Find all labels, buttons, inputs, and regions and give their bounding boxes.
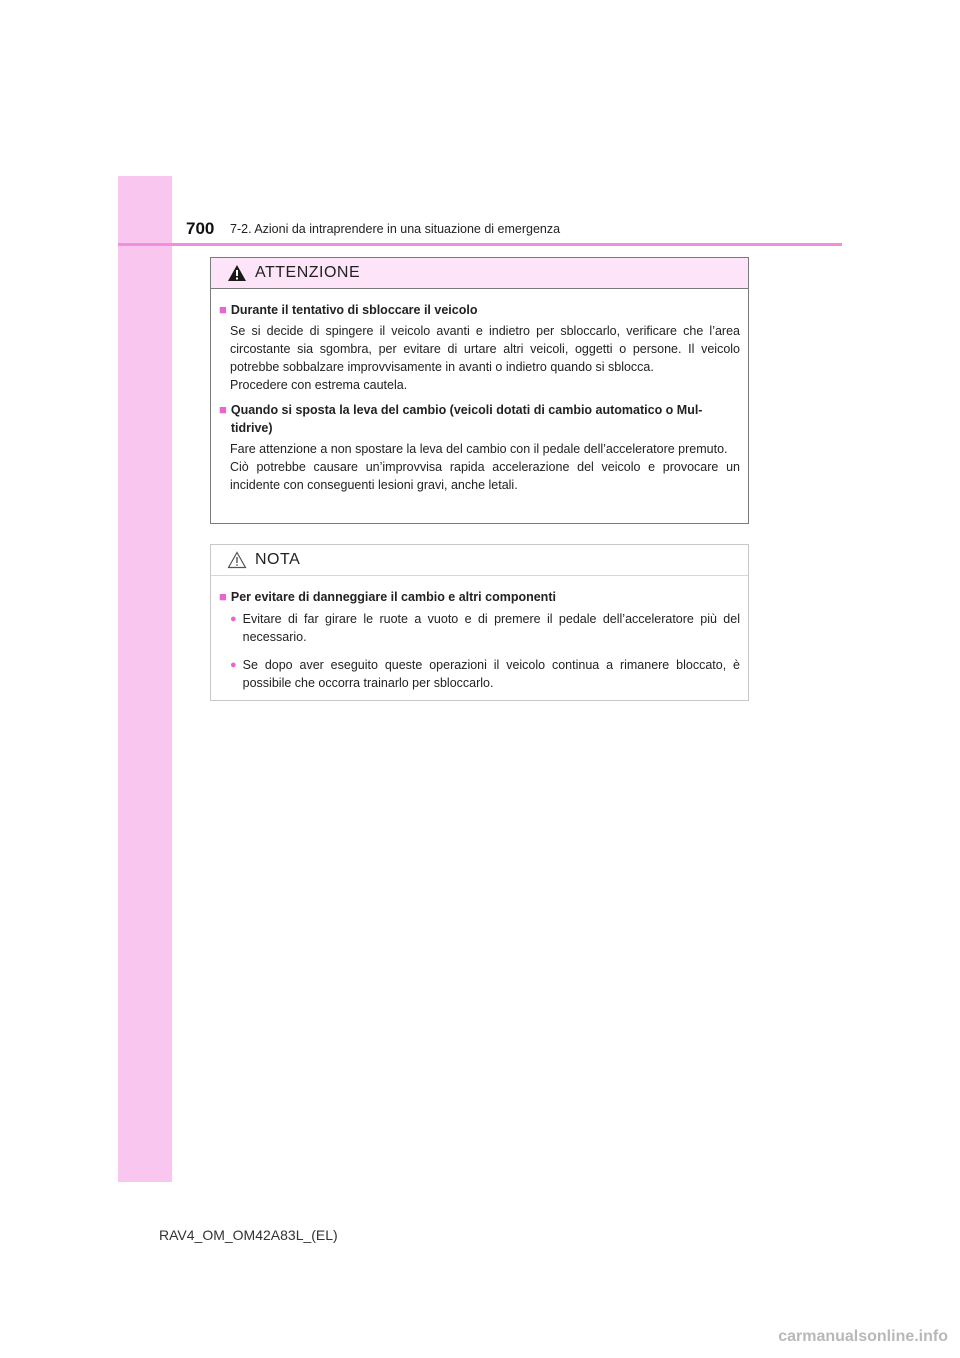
warning-triangle-icon: [227, 264, 247, 282]
note-heading: ■ Per evitare di danneggiare il cambio e altri componenti: [219, 589, 556, 604]
circle-bullet-icon: ●: [230, 659, 237, 671]
note-item-2: ● Se dopo aver eseguito queste operazioni il veicolo continua a rimanere bloccato, è possibile che occorra trainarlo per sbloccarlo.: [230, 658, 740, 690]
section-title: 7-2. Azioni da intraprendere in una situazione di emergenza: [230, 222, 561, 236]
square-bullet-icon: ■: [219, 402, 227, 417]
caution-outline-icon: [227, 551, 247, 569]
document-code: RAV4_OM_OM42A83L_(EL): [159, 1227, 338, 1243]
header-rule: [118, 243, 842, 246]
warning-text-1: Se si decide di spingere il veicolo avanti e indietro per sbloccarlo, verificare che l’area circostante sia sgombra, per evitare di urtare altri veicoli, oggetti o persone. Il veicolo potrebbe sobbalzare improvvisamente in avanti o indietro quando si sblocca. Procedere con estrema cautela.: [230, 324, 740, 392]
circle-bullet-icon: ●: [230, 613, 237, 625]
warning-heading-1: ■ Durante il tentativo di sbloccare il veicolo: [219, 302, 478, 317]
warning-heading-2: ■ Quando si sposta la leva del cambio (veicoli dotati di cambio automatico o Mul-tidrive): [219, 402, 703, 435]
watermark: carmanualsonline.info: [778, 1328, 948, 1345]
note-title: NOTA: [255, 551, 301, 568]
note-header: [211, 545, 748, 576]
warning-header: [211, 258, 748, 289]
note-box: [210, 544, 749, 701]
note-item-1: ● Evitare di far girare le ruote a vuoto e di premere il pedale dell’acceleratore più del necessario.: [230, 612, 740, 644]
warning-box: [210, 257, 749, 524]
square-bullet-icon: ■: [219, 302, 227, 317]
warning-title: ATTENZIONE: [255, 264, 361, 281]
page-number: 700: [186, 219, 215, 238]
warning-text-2: Fare attenzione a non spostare la leva del cambio con il pedale dell’acceleratore premuto. Ciò potrebbe causare un’improvvisa rapida accelerazione del veicolo e provocare un incidente con conseguenti lesioni gravi, anche letali.: [230, 442, 740, 492]
square-bullet-icon: ■: [219, 589, 227, 604]
side-tab-bar: [118, 176, 172, 1182]
